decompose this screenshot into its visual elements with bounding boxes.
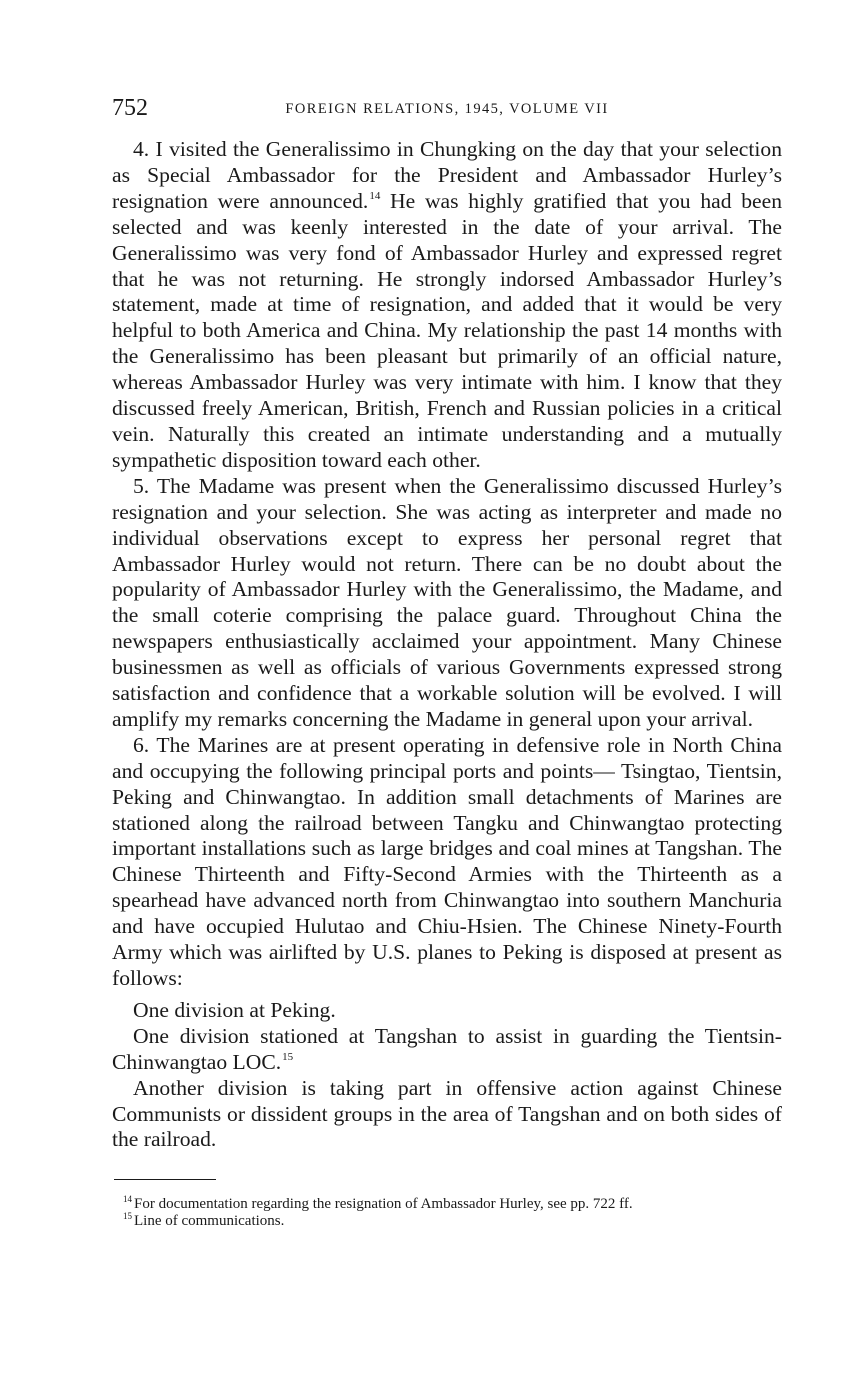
body-text <box>112 137 782 1153</box>
list-item-tangshan-division <box>112 1024 782 1076</box>
list-item-offensive-division: Another division is taking part in offensive action against Chinese Communists or dissident groups in the area of Tangshan and on both sides of the railroad. <box>112 1075 782 1152</box>
footnote-divider <box>114 1179 216 1180</box>
paragraph-4-text-b: He was highly gratified that you had been selected and was keenly interested in the date of your arrival. The Generalissimo was very fond of Ambassador Hurley and expressed regret that he was not returning. He strongly indorsed Ambassador Hurley’s statement, made at time of resignation, and added that it would be very helpful to both America and China. My relationship the past 14 months with the Generalissimo has been pleasant but primarily of an official nature, whereas Ambassador Hurley was very intimate with him. I know that they discussed freely American, British, French and Russian policies in a critical vein. Naturally this created an intimate understanding and a mutually sympathetic disposition toward each other. <box>112 188 782 472</box>
footnote-marker: 15 <box>123 1211 132 1222</box>
document-page <box>112 93 782 1230</box>
footnote-text: Line of communications. <box>134 1213 285 1230</box>
footnotes <box>112 1196 782 1230</box>
footnote-ref-14[interactable]: 14 <box>369 189 381 202</box>
list-item-peking-division: One division at Peking. <box>133 997 336 1022</box>
paragraph-5: 5. The Madame was present when the Generalissimo discussed Hurley’s resignation and your selection. She was acting as interpreter and made no individual observations except to express her personal regret that Ambassador Hurley would not return. There can be no doubt about the popularity of Ambassador Hurley with the Generalissimo, the Madame, and the small coterie comprising the palace guard. Throughout China the newspapers enthusiastically acclaimed your appointment. Many Chinese businessmen as well as officials of various Governments expressed strong satisfaction and confidence that a workable solution will be evolved. I will amplify my remarks concerning the Madame in general upon your arrival. <box>112 473 782 731</box>
page-number: 752 <box>112 95 148 121</box>
running-head <box>112 93 782 125</box>
paragraph-6: 6. The Marines are at present operating in defensive role in North China and occupying the following principal ports and points— Tsingtao, Tientsin, Peking and Chinwangtao. In addition small detachments of Marines are stationed along the railroad between Tangku and Chinwangtao protecting important installations such as large bridges and coal mines at Tangshan. The Chinese Thirteenth and Fifty-Second Armies with the Thirteenth as a spearhead have advanced north from Chinwangtao into southern Manchuria and have occupied Hulutao and Chiu-Hsien. The Chinese Ninety-Fourth Army which was airlifted by U.S. planes to Peking is disposed at present as follows: <box>112 732 782 990</box>
footnote-marker: 14 <box>123 1194 132 1205</box>
paragraph-4 <box>112 137 782 474</box>
list-item-tangshan-text: One division stationed at Tangshan to assist in guarding the Tientsin-Chinwangtao LOC. <box>112 1023 782 1074</box>
footnote-text: For documentation regarding the resignation of Ambassador Hurley, see pp. 722 ff. <box>134 1196 633 1213</box>
running-title: FOREIGN RELATIONS, 1945, VOLUME VII <box>285 101 609 117</box>
footnote-14 <box>112 1196 782 1213</box>
footnote-15 <box>112 1213 782 1230</box>
paragraph-4-text-a: 4. I visited the Generalissimo in Chungking on the day that your selection as Special Ambassador for the President and Ambassador Hurley’s resignation were announced. <box>112 137 782 213</box>
footnote-ref-15[interactable]: 15 <box>282 1050 294 1063</box>
